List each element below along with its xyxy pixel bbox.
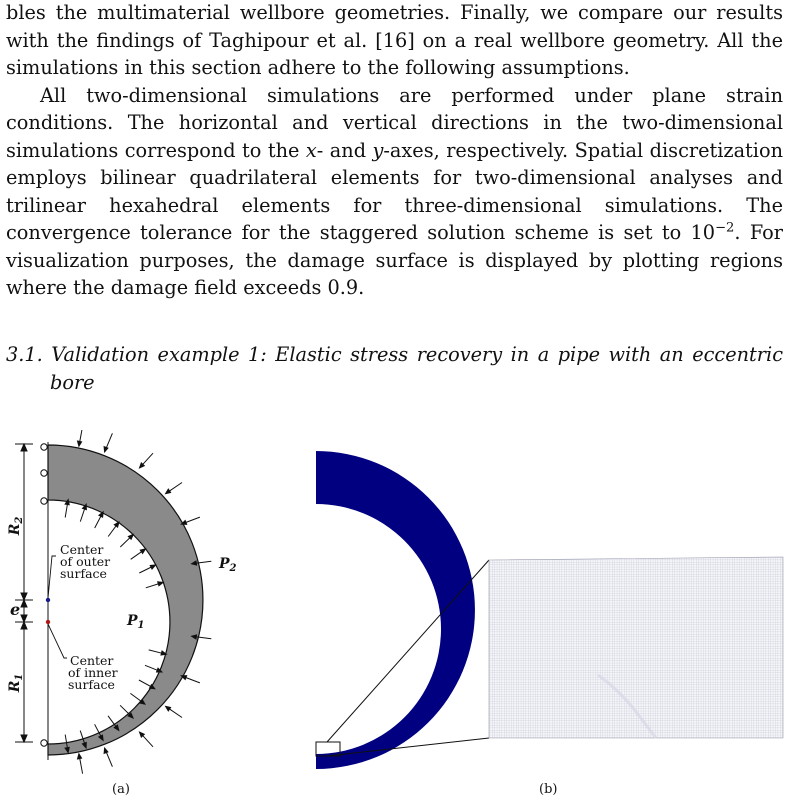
section-title-continued: bore — [50, 371, 95, 394]
label-r1: $R_1$ — [7, 673, 25, 693]
caption-a: (a) — [112, 782, 130, 797]
label-p1: $P_1$ — [127, 613, 145, 631]
heading-line-1 — [6, 341, 783, 369]
svg-text:Center: Center — [60, 542, 104, 557]
svg-text:surface: surface — [60, 566, 107, 581]
panel-b — [316, 451, 783, 769]
figure — [0, 430, 789, 804]
pipe-cross-section — [48, 445, 203, 755]
zoom-connector-bottom — [327, 738, 489, 756]
svg-text:Center: Center — [70, 653, 114, 668]
paragraph-intro: bles the multimaterial wellbore geometries. Finally, we compare our results with the findings of Taghipour et al. [16] on a real wellbore geometry. All the simulations in this section adhere to the following assumptions. — [6, 1, 783, 79]
inner-center-leader — [48, 624, 67, 658]
text-span: All two-dimensional simulations are performed under plane strain conditions. The horizontal and vertical directions in the two-dimensional simulations correspond to the — [6, 83, 783, 162]
outer-center-dot — [46, 598, 50, 602]
section-number: 3.1. — [6, 343, 43, 366]
body-text — [6, 0, 783, 302]
var-y: y — [372, 138, 384, 162]
exponent: −2 — [715, 220, 735, 236]
svg-text:of outer: of outer — [60, 554, 111, 569]
outer-center-leader — [48, 556, 56, 598]
text-span: . For visualization purposes, the damage surface is displayed by plotting regions where the damage field exceeds 0.9. — [6, 221, 783, 299]
section-title: Validation example 1: Elastic stress recovery in a pipe with an eccentric — [51, 343, 783, 366]
figure-svg — [0, 430, 789, 804]
dimension-lines — [15, 444, 33, 742]
label-e: e — [10, 600, 21, 619]
section-heading — [6, 341, 783, 397]
label-p2: $P_2$ — [219, 556, 237, 574]
roller-supports — [41, 444, 47, 746]
text-span: - and — [316, 138, 373, 162]
inner-center-dot — [46, 620, 50, 624]
inner-center-label — [68, 653, 118, 692]
label-r2: $R_2$ — [7, 516, 25, 536]
var-x: x — [305, 138, 317, 162]
svg-text:of inner: of inner — [68, 665, 118, 680]
svg-text:surface: surface — [68, 677, 115, 692]
text-span: -axes, respectively. Spatial discretization employs bilinear quadrilateral elements for two-dimensional analyses and trilinear hexahedral elements for three-dimensional simulations. The convergence tolerance for the staggered solution scheme is set to 10 — [6, 138, 783, 244]
caption-b: (b) — [539, 782, 558, 797]
paragraph-assumptions — [6, 82, 783, 302]
outer-center-label — [60, 542, 110, 581]
mesh-pipe — [316, 451, 475, 769]
panel-a — [7, 430, 237, 774]
